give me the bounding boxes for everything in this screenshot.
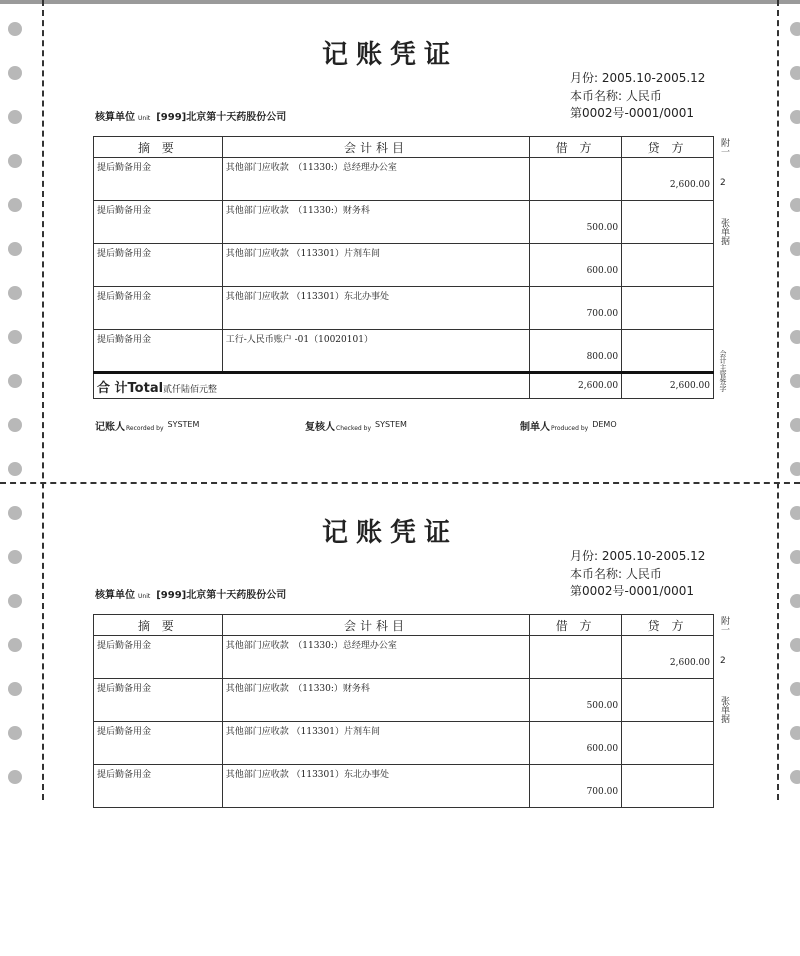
voucher-title: 记账凭证	[321, 40, 458, 70]
column-header: 会计科目	[222, 615, 529, 636]
table-row	[94, 765, 714, 808]
unit-label: 核算单位	[95, 590, 135, 601]
unit-label-en: Unit	[138, 115, 151, 122]
total-words: 贰仟陆佰元整	[163, 384, 218, 395]
column-header: 借 方	[530, 615, 622, 636]
signature-label: 复核人	[305, 422, 335, 433]
unit-label-en: Unit	[138, 593, 151, 600]
voucher-info	[570, 548, 705, 601]
table-row	[94, 722, 714, 765]
currency: 本币名称: 人民币	[570, 566, 662, 581]
signature	[305, 418, 407, 433]
side-attach: 附一	[719, 616, 729, 634]
signature	[95, 418, 199, 433]
signature-value: SYSTEM	[167, 420, 200, 429]
accounting-unit	[95, 108, 286, 123]
summary-cell: 提后勤备用金	[94, 201, 223, 244]
side-sign: 会计主管签字	[719, 350, 727, 392]
total-label: 合 计	[97, 380, 128, 396]
table-row	[94, 201, 714, 244]
period: 月份: 2005.10-2005.12	[570, 71, 706, 85]
period: 月份: 2005.10-2005.12	[570, 549, 706, 563]
voucher-number: 第0002号-0001/0001	[570, 106, 694, 120]
summary-cell: 提后勤备用金	[94, 287, 223, 330]
summary-cell: 提后勤备用金	[94, 636, 223, 679]
signature-label-en: Checked by	[336, 425, 372, 432]
voucher-table	[93, 136, 714, 399]
debit-cell: 600.00	[530, 244, 622, 287]
account-cell: 其他部门应收款 （11330:）财务科	[222, 201, 529, 244]
credit-cell	[622, 765, 714, 808]
account-cell: 其他部门应收款 （113301）东北办事处	[222, 287, 529, 330]
credit-cell	[622, 244, 714, 287]
table-row	[94, 158, 714, 201]
summary-cell: 提后勤备用金	[94, 722, 223, 765]
column-header: 摘 要	[94, 137, 223, 158]
table-row	[94, 636, 714, 679]
total-label-cell	[94, 373, 530, 399]
currency: 本币名称: 人民币	[570, 88, 662, 103]
total-debit: 2,600.00	[530, 373, 622, 399]
credit-cell	[622, 201, 714, 244]
credit-cell	[622, 722, 714, 765]
voucher	[0, 478, 800, 956]
column-header: 摘 要	[94, 615, 223, 636]
debit-cell: 500.00	[530, 679, 622, 722]
side-doc: 张单据	[719, 218, 729, 245]
account-cell: 其他部门应收款 （11330:）总经理办公室	[222, 158, 529, 201]
debit-cell: 500.00	[530, 201, 622, 244]
header-row	[94, 615, 714, 636]
credit-cell: 2,600.00	[622, 636, 714, 679]
summary-cell: 提后勤备用金	[94, 158, 223, 201]
account-cell: 其他部门应收款 （113301）片剂车间	[222, 244, 529, 287]
account-cell: 其他部门应收款 （11330:）财务科	[222, 679, 529, 722]
signature-value: SYSTEM	[375, 420, 407, 429]
debit-cell: 800.00	[530, 330, 622, 373]
table-row	[94, 330, 714, 373]
debit-cell: 700.00	[530, 287, 622, 330]
summary-cell: 提后勤备用金	[94, 765, 223, 808]
account-cell: 其他部门应收款 （11330:）总经理办公室	[222, 636, 529, 679]
side-count: 2	[720, 178, 726, 188]
table-row	[94, 244, 714, 287]
signature-value: DEMO	[592, 420, 617, 429]
account-cell: 其他部门应收款 （113301）片剂车间	[222, 722, 529, 765]
signature	[520, 418, 617, 433]
summary-cell: 提后勤备用金	[94, 244, 223, 287]
summary-cell: 提后勤备用金	[94, 330, 223, 373]
debit-cell: 700.00	[530, 765, 622, 808]
table-row	[94, 287, 714, 330]
signature-label: 记账人	[95, 422, 125, 433]
total-credit: 2,600.00	[622, 373, 714, 399]
account-cell: 其他部门应收款 （113301）东北办事处	[222, 765, 529, 808]
table-row	[94, 679, 714, 722]
summary-cell: 提后勤备用金	[94, 679, 223, 722]
credit-cell: 2,600.00	[622, 158, 714, 201]
unit-value: [999]北京第十天药股份公司	[156, 112, 287, 123]
debit-cell: 600.00	[530, 722, 622, 765]
voucher-number: 第0002号-0001/0001	[570, 584, 694, 598]
column-header: 贷 方	[622, 137, 714, 158]
total-row	[94, 373, 714, 399]
voucher-title: 记账凭证	[321, 518, 458, 548]
column-header: 贷 方	[622, 615, 714, 636]
side-count: 2	[720, 656, 726, 666]
side-attach: 附一	[719, 138, 729, 156]
voucher-table	[93, 614, 714, 808]
signature-label-en: Produced by	[551, 425, 589, 432]
credit-cell	[622, 287, 714, 330]
credit-cell	[622, 679, 714, 722]
account-cell: 工行-人民币账户 -01（10020101）	[222, 330, 529, 373]
signature-label-en: Recorded by	[126, 425, 164, 432]
signature-label: 制单人	[520, 422, 550, 433]
debit-cell	[530, 158, 622, 201]
unit-value: [999]北京第十天药股份公司	[156, 590, 287, 601]
column-header: 借 方	[530, 137, 622, 158]
voucher-info	[570, 70, 705, 123]
total-label-en: Total	[127, 380, 164, 396]
side-doc: 张单据	[719, 696, 729, 723]
header-row	[94, 137, 714, 158]
column-header: 会计科目	[222, 137, 529, 158]
debit-cell	[530, 636, 622, 679]
accounting-unit	[95, 586, 286, 601]
unit-label: 核算单位	[95, 112, 135, 123]
credit-cell	[622, 330, 714, 373]
